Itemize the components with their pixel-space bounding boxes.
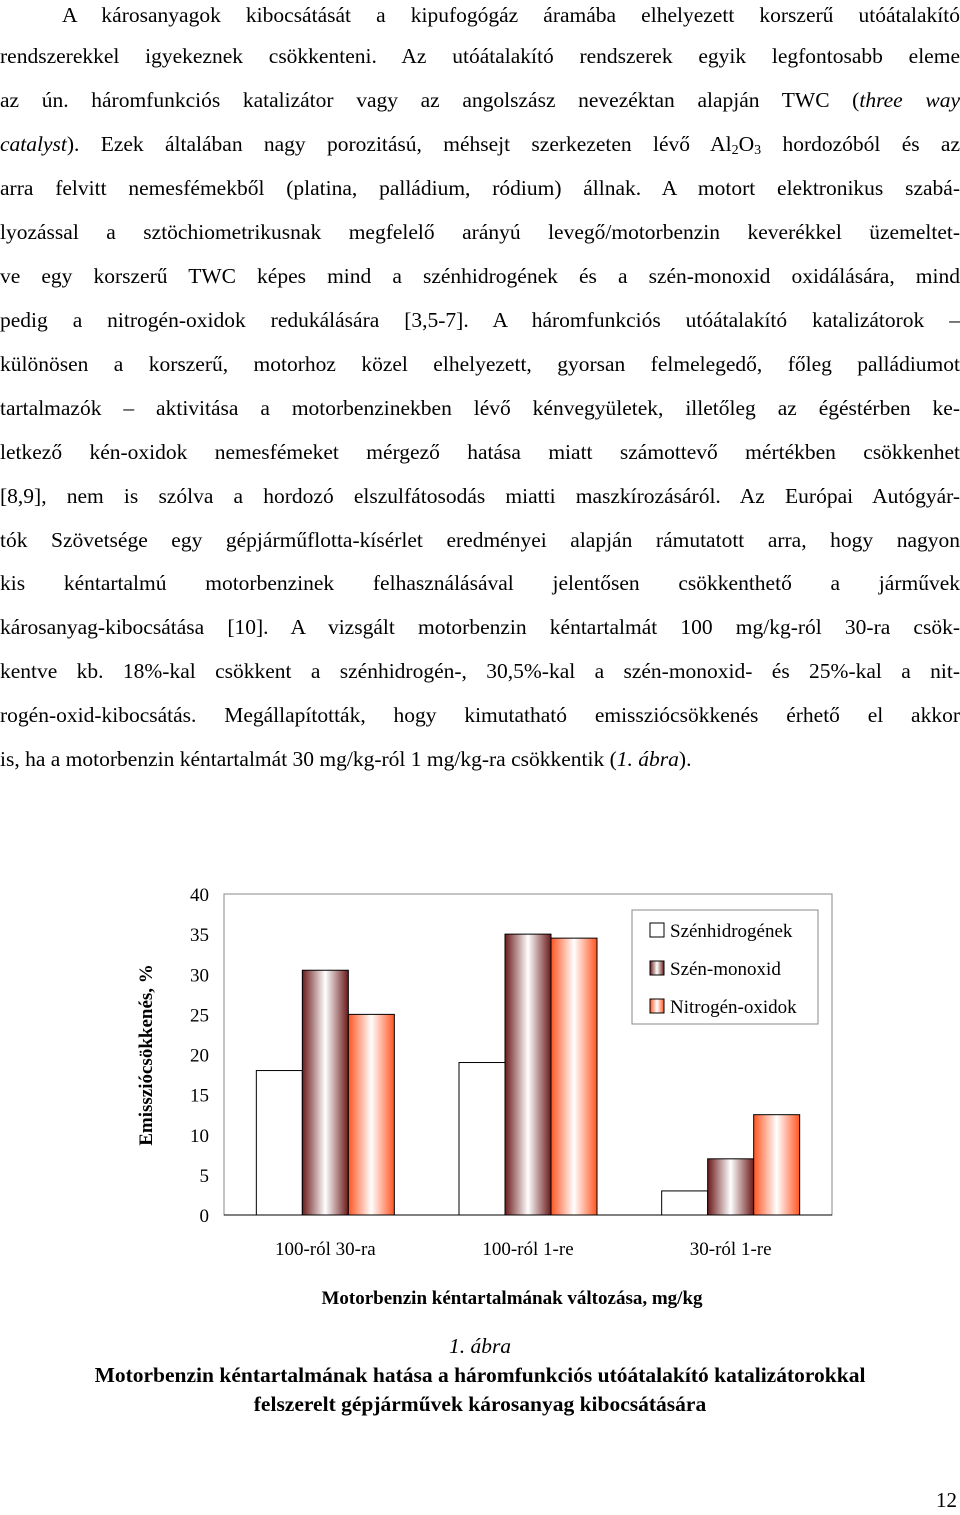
subscript: 2	[731, 143, 739, 158]
text-span: arra felvitt nemesfémekből (platina, palládium, ródium) állnak. A motort elektronikus szabá-	[0, 176, 960, 200]
text-line	[0, 656, 960, 686]
text-span: ).	[678, 747, 692, 771]
page-number: 12	[936, 1488, 957, 1512]
text-line	[0, 700, 960, 730]
y-tick-label: 40	[190, 885, 209, 906]
figure-number: 1. ábra	[448, 1334, 512, 1358]
legend-swatch	[650, 999, 664, 1013]
bar-nitrogen-oxidok	[348, 1014, 394, 1215]
text-span-italic: three way	[859, 88, 960, 112]
y-tick-label: 10	[190, 1125, 209, 1147]
text-span-italic: catalyst	[0, 132, 67, 156]
bar-szenhidrogenek	[256, 1071, 302, 1215]
y-axis-label: Emissziócsökkenés, %	[136, 964, 157, 1146]
y-tick-label: 15	[190, 1085, 209, 1107]
text-span: ). Ezek általában nagy porozitású, méhsejt szerkezeten lévő Al	[66, 132, 732, 156]
text-span: is, ha a motorbenzin kéntartalmát 30 mg/kg-ról 1 mg/kg-ra csökkentik (	[0, 747, 617, 771]
text-span: O	[738, 132, 755, 156]
text-line	[0, 41, 960, 71]
legend-swatch	[650, 923, 664, 937]
text-span: A károsanyagok kibocsátását a kipufogógáz áramába elhelyezett korszerű utóátalakító	[62, 3, 960, 27]
legend-label: Nitrogén-oxidok	[670, 997, 797, 1018]
figure-title: Motorbenzin kéntartalmának hatása a háromfunkciós utóátalakító katalizátorokkal	[94, 1363, 866, 1387]
text-line	[0, 85, 960, 115]
text-span: károsanyag-kibocsátása [10]. A vizsgált motorbenzin kéntartalmát 100 mg/kg-ról 30-ra csök-	[0, 615, 960, 639]
text-line	[62, 0, 960, 30]
text-line	[0, 525, 960, 555]
text-span: ve egy korszerű TWC képes mind a szénhidrogének és a szén-monoxid oxidálására, mind	[0, 264, 960, 288]
text-line	[0, 173, 960, 203]
text-line	[0, 261, 960, 291]
text-span: letkező kén-oxidok nemesfémeket mérgező hatása miatt számottevő mértékben csökkenhet	[0, 440, 960, 464]
bar-nitrogen-oxidok	[754, 1115, 800, 1215]
x-axis-label: Motorbenzin kéntartalmának változása, mg/kg	[321, 1288, 703, 1309]
y-tick-label: 35	[190, 925, 209, 947]
bar-szen-monoxid	[708, 1159, 754, 1215]
subscript: 3	[754, 143, 762, 158]
bar-szen-monoxid	[505, 934, 551, 1215]
legend-label: Szén-monoxid	[670, 959, 781, 980]
bar-szenhidrogenek	[662, 1191, 708, 1215]
bar-nitrogen-oxidok	[551, 938, 597, 1215]
text-span: különösen a korszerű, motorhoz közel elhelyezett, gyorsan felmelegedő, főleg palládiumot	[0, 352, 960, 376]
text-line	[0, 744, 960, 774]
bar-szenhidrogenek	[459, 1063, 505, 1215]
text-span: tartalmazók – aktivitása a motorbenzinekben lévő kénvegyületek, illetőleg az égéstérben ke-	[0, 396, 960, 420]
text-span: tók Szövetsége egy gépjárműflotta-kísérlet eredményei alapján rámutatott arra, hogy nagyon	[0, 528, 960, 552]
text-span: rogén-oxid-kibocsátás. Megállapították, hogy kimutatható emissziócsökkenés érhető el akkor	[0, 703, 960, 727]
text-span: [8,9], nem is szólva a hordozó elszulfátosodás miatti maszkírozásáról. Az Európai Autógyár-	[0, 484, 960, 508]
text-line	[0, 305, 960, 335]
text-span: kis kéntartalmú motorbenzinek felhasználásával jelentősen csökkenthető a járművek	[0, 571, 960, 595]
text-line	[0, 612, 960, 642]
text-line	[0, 349, 960, 379]
y-tick-label: 30	[190, 965, 209, 987]
y-tick-label: 25	[190, 1005, 209, 1027]
text-line	[0, 481, 960, 511]
figure-reference: 1. ábra	[616, 747, 679, 771]
figure-title: felszerelt gépjárművek károsanyag kibocsátására	[253, 1392, 707, 1416]
text-span: az ún. háromfunkciós katalizátor vagy az angolszász nevezéktan alapján TWC (	[0, 88, 860, 112]
x-tick-label: 100-ról 30-ra	[274, 1239, 376, 1260]
text-line	[0, 393, 960, 423]
text-span: rendszerekkel igyekeznek csökkenteni. Az utóátalakító rendszerek egyik legfontosabb eleme	[0, 44, 960, 68]
y-tick-label: 5	[199, 1165, 209, 1187]
text-span: kentve kb. 18%-kal csökkent a szénhidrogén-, 30,5%-kal a szén-monoxid- és 25%-kal a nit-	[0, 659, 960, 683]
text-span: pedig a nitrogén-oxidok redukálására [3,5-7]. A háromfunkciós utóátalakító katalizátorok –	[0, 308, 960, 332]
text-span: lyozással a sztöchiometrikusnak megfelelő arányú levegő/motorbenzin keverékkel üzemeltet-	[0, 220, 960, 244]
text-line	[0, 568, 960, 598]
x-tick-label: 30-ról 1-re	[689, 1239, 772, 1260]
text-span: hordozóból és az	[761, 132, 960, 156]
text-line	[0, 217, 960, 247]
text-line	[0, 129, 960, 159]
bar-chart	[0, 860, 960, 1320]
text-line	[0, 437, 960, 467]
x-tick-label: 100-ról 1-re	[482, 1239, 574, 1260]
legend-label: Szénhidrogének	[670, 921, 793, 942]
legend-swatch	[650, 961, 664, 975]
y-tick-label: 0	[199, 1206, 209, 1227]
bar-szen-monoxid	[302, 970, 348, 1215]
y-tick-label: 20	[190, 1045, 209, 1067]
